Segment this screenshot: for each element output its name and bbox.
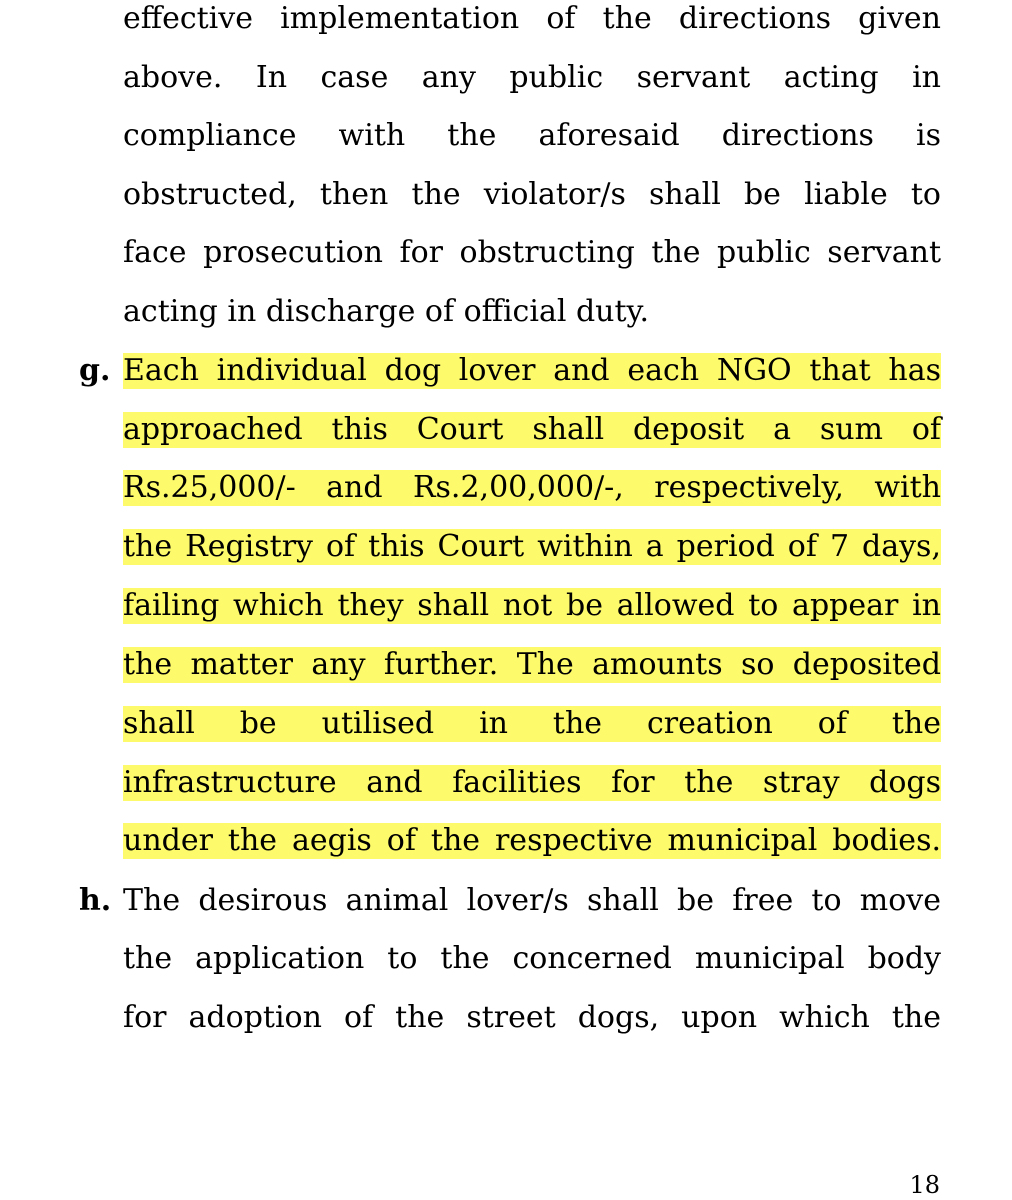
- highlighted-text-line: the matter any further. The amounts so deposited: [123, 647, 941, 682]
- item-g-marker: g.: [79, 353, 111, 388]
- highlighted-text-line: failing which they shall not be allowed to appear in: [123, 588, 941, 623]
- text-line: above. In case any public servant acting in: [123, 60, 941, 95]
- highlighted-text-line: Each individual dog lover and each NGO that has: [123, 353, 941, 388]
- item-h-marker: h.: [79, 883, 112, 918]
- highlighted-text-line: approached this Court shall deposit a sum of: [123, 412, 941, 447]
- highlighted-text-line: Rs.25,000/- and Rs.2,00,000/-, respectively, with: [123, 470, 941, 505]
- text-line: effective implementation of the directions given: [123, 1, 941, 36]
- text-line: acting in discharge of official duty.: [123, 294, 650, 329]
- highlighted-text-line: the Registry of this Court within a period of 7 days,: [123, 529, 941, 564]
- highlighted-text-line: shall be utilised in the creation of the: [123, 706, 941, 741]
- text-line: The desirous animal lover/s shall be free to move: [123, 883, 941, 918]
- text-line: face prosecution for obstructing the public servant: [123, 235, 941, 270]
- highlighted-text-line: infrastructure and facilities for the stray dogs: [123, 765, 941, 800]
- text-line: obstructed, then the violator/s shall be liable to: [123, 177, 941, 212]
- text-line: the application to the concerned municipal body: [123, 941, 941, 976]
- page-number: 18: [909, 1171, 940, 1199]
- text-line: compliance with the aforesaid directions is: [123, 118, 941, 153]
- text-line: for adoption of the street dogs, upon which the: [123, 1000, 941, 1035]
- highlighted-text-line: under the aegis of the respective municipal bodies.: [123, 823, 941, 858]
